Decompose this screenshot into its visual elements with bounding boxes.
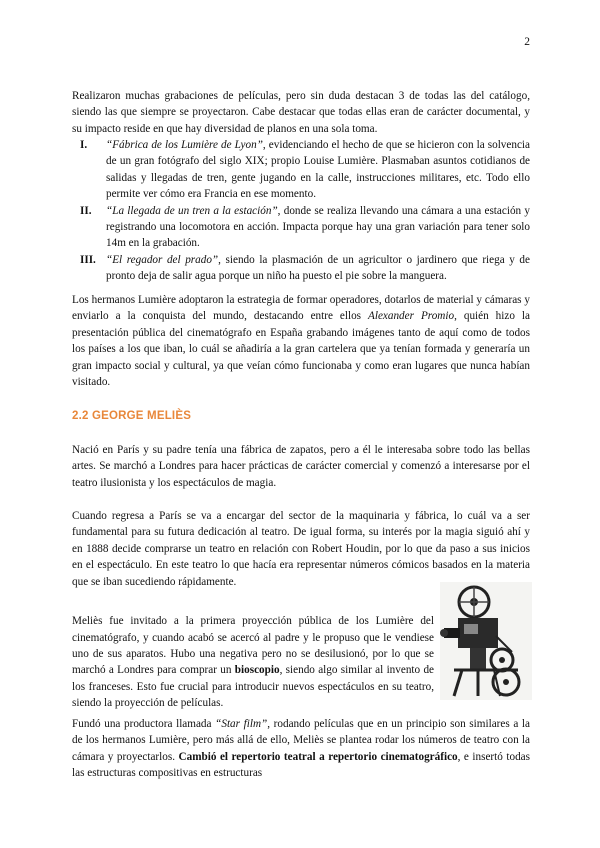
film-list bbox=[72, 137, 530, 285]
section-heading: 2.2 GEORGE MELIÈS bbox=[72, 410, 192, 422]
paragraph-text: Fundó una productora llamada bbox=[72, 718, 216, 730]
paragraph-text: Meliès fue invitado a la primera proyección pública de los Lumière del cinematógrafo, y cuando acabó se acercó al padre y le propuso que le vendiese uno de sus aparatos. Hubo una negativa pero no se desilusionó, por lo que se marchó a Londres para comprar un bbox=[72, 615, 434, 677]
born-paragraph bbox=[72, 442, 530, 491]
list-number: II. bbox=[80, 204, 92, 217]
lumiere-paragraph bbox=[72, 292, 530, 390]
paragraph-text: Cuando regresa a París se va a encargar del sector de la maquinaria y fábrica, lo cuál va a ser fundamental para su futura dedicación al teatro. De igual forma, su interés por la magia siguió ahí y en 1888 decide comprarse un teatro en relación con Robert Houdin, por lo que da paso a sus inicios en el espectáculo. En este teatro lo que hacía era representar números cómicos basados en la materia que se iban sucediendo rápidamente. bbox=[72, 510, 530, 588]
list-text: , siendo la plasmación de un agricultor o jardinero que riega y de pronto deja de salir agua porque un niño ha puesto el pie sobre la manguera. bbox=[106, 253, 530, 283]
list-text: , donde se realiza llevando una cámara a una estación y registrando una locomotora en acción. Impacta porque hay una gran variación para tener solo 14m en la grabación. bbox=[106, 204, 531, 250]
founded-paragraph bbox=[72, 716, 530, 782]
list-item bbox=[72, 203, 530, 252]
paragraph-text: Los hermanos Lumière adoptaron la estrategia de formar operadores, dotarlos de material y cámaras y enviarlo a la conquista del mundo, destacando entre ellos bbox=[72, 294, 530, 323]
paragraph-text: , rodando películas que en un principio son similares a la de los hermanos Lumière, pero más allá de ello, Meliès se plantea rodar los números de teatro con la cámara y proyectarlos. bbox=[72, 718, 530, 763]
list-number: III. bbox=[80, 253, 96, 266]
paragraph-text: , siendo algo similar al invento de los franceses. Esto fue crucial para introducir nuevos espectáculos en su teatro, siendo la proyección de películas. bbox=[72, 664, 434, 710]
person-name: Alexander Promio bbox=[368, 310, 455, 323]
film-projector-icon bbox=[440, 582, 532, 700]
paragraph-text: Nació en París y su padre tenía una fábrica de zapatos, pero a él le interesaba sobre todo las bellas artes. Se marchó a Londres para hacer prácticas de carácter comercial y comenzó a interesarse por el teatro ilusionista y los espectáculos de magia. bbox=[72, 444, 530, 489]
film-title: “El regador del prado” bbox=[106, 253, 219, 266]
intro-paragraph bbox=[72, 88, 530, 137]
list-item bbox=[72, 137, 530, 203]
film-title: “La llegada de un tren a la estación” bbox=[106, 204, 278, 217]
list-text: , evidenciando el hecho de que se hicieron con la solvencia de un gran fotógrafo del siglo XIX; propio Louise Lumière. Plasmaban asuntos cotidianos de salidas y llegadas de tren, gente jugando en la calle, instrucciones militares, etc. Todo ello permite ver cómo era Francia en ese momento. bbox=[106, 139, 530, 201]
paragraph-text: , e insertó todas las estructuras compositivas en estructuras bbox=[72, 750, 530, 780]
invited-paragraph bbox=[72, 602, 434, 723]
film-title: “Fábrica de los Lumière de Lyon” bbox=[106, 139, 263, 151]
list-number: I. bbox=[80, 139, 88, 151]
company-name: “Star film” bbox=[215, 718, 268, 730]
paragraph-text: , quién hizo la presentación pública del cinematógrafo en España grabando imágenes tanto de aquí como de todos los países a los que iban, lo cuál se añadiría a la gran cartelera que ya tenían formada y generaría un gran impacto social y cultural, ya que veían cómo funcionaba y como eran lugares que nunca habían visitado. bbox=[72, 310, 530, 389]
bold-term: bioscopio bbox=[234, 664, 280, 677]
intro-text: Realizaron muchas grabaciones de películas, pero sin duda destacan 3 de todas las del catálogo, siendo las que siempre se proyectaron. Cabe destacar que todas ellas eran de carácter documental, y su impacto reside en que hay diversidad de planos en una sola toma. bbox=[72, 90, 530, 135]
bold-term: Cambió el repertorio teatral a repertorio cinematográfico bbox=[178, 750, 458, 763]
list-item bbox=[72, 252, 530, 285]
page-number: 2 bbox=[524, 36, 530, 48]
return-paragraph bbox=[72, 508, 530, 590]
